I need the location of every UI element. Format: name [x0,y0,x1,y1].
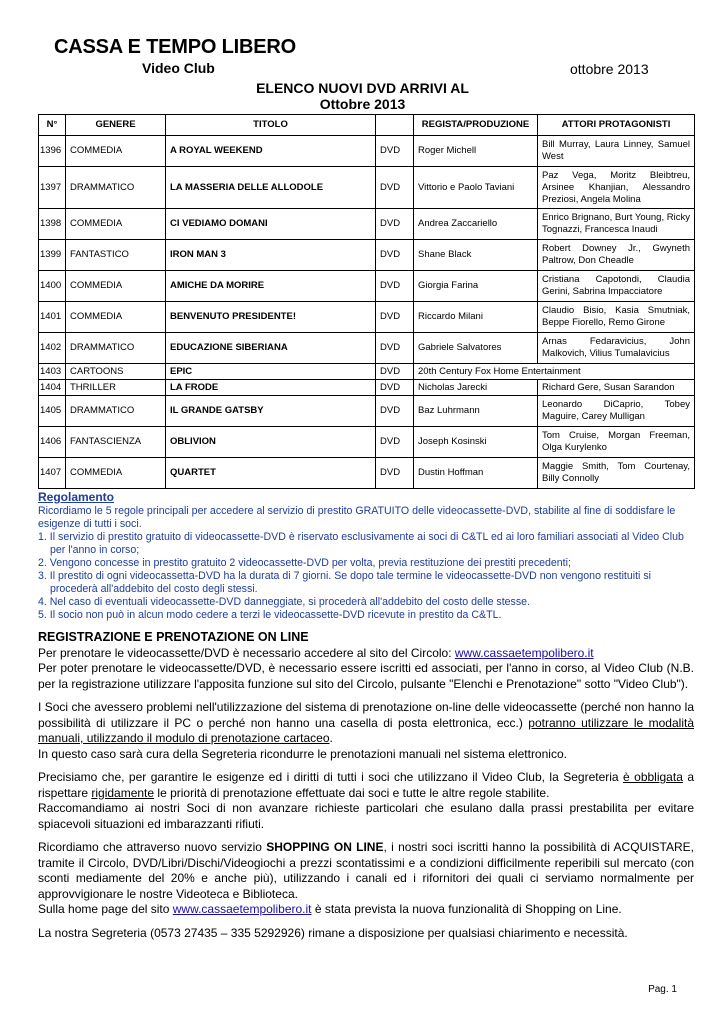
site-link-2[interactable]: www.cassaetempolibero.it [172,902,312,916]
list-title-line2: Ottobre 2013 [319,96,406,112]
cell-title: CI VEDIAMO DOMANI [166,209,376,240]
cell-title: BENVENUTO PRESIDENTE! [166,302,376,333]
registrazione-section [38,630,694,941]
cell-format: DVD [376,380,414,396]
cell-title: EDUCAZIONE SIBERIANA [166,333,376,364]
cell-num: 1397 [39,167,66,209]
cell-num: 1406 [39,427,66,458]
cell-genre: FANTASCIENZA [66,427,166,458]
cell-actors: Robert Downey Jr., Gwyneth Paltrow, Don Cheadle [538,240,695,271]
cell-num: 1407 [39,458,66,489]
cell-title: AMICHE DA MORIRE [166,271,376,302]
rule-item: 2. Vengono concesse in prestito gratuito 2 videocassette-DVD per volta, previa restituzione dei prestiti precedenti; [38,557,571,569]
table-row [39,271,695,302]
cell-format: DVD [376,271,414,302]
cell-director: Riccardo Milani [414,302,538,333]
cell-director: Gabriele Salvatores [414,333,538,364]
cell-title: EPIC [166,364,376,380]
list-title [0,80,725,112]
cell-actors: Richard Gere, Susan Sarandon [538,380,695,396]
cell-genre: DRAMMATICO [66,396,166,427]
cell-actors: Paz Vega, Moritz Bleibtreu, Arsinee Khanjian, Alessandro Preziosi, Angela Molina [538,167,695,209]
shopping-online-label: SHOPPING ON LINE [266,840,384,854]
p7-a: Ricordiamo che attraverso nuovo servizio [38,840,267,854]
paragraph: In questo caso sarà cura della Segreteria ricondurre le prenotazioni manuali nel sistema elettronico. [38,746,567,761]
cell-title: OBLIVION [166,427,376,458]
cell-format: DVD [376,427,414,458]
cell-actors: Leonardo DiCaprio, Tobey Maguire, Carey Mulligan [538,396,695,427]
p3-underlined: potranno utilizzare le modalità manuali, utilizzando il modulo di prenotazione cartaceo [38,715,694,745]
cell-genre: DRAMMATICO [66,333,166,364]
p8-a: Sulla home page del sito [38,902,173,916]
p3-end: . [329,731,333,745]
cell-title: IL GRANDE GATSBY [166,396,376,427]
cell-director: Shane Black [414,240,538,271]
cell-num: 1398 [39,209,66,240]
cell-format: DVD [376,396,414,427]
cell-title: IRON MAN 3 [166,240,376,271]
cell-title: QUARTET [166,458,376,489]
regolamento-heading: Regolamento [38,490,115,504]
p5-b: a rispettare [38,770,694,800]
cell-num: 1405 [39,396,66,427]
cell-genre: THRILLER [66,380,166,396]
registrazione-heading: REGISTRAZIONE E PRENOTAZIONE ON LINE [38,630,309,644]
p5-c: le priorità di prenotazione effettuate dai soci e tutte le altre regole stabilite. [154,785,550,800]
cell-genre: COMMEDIA [66,271,166,302]
table-row [39,136,695,167]
cell-actors: Claudio Bisio, Kasia Smutniak, Beppe Fiorello, Remo Girone [538,302,695,333]
table-row [39,380,695,396]
paragraph [38,902,694,918]
rule-item: 1. Il servizio di prestito gratuito di videocassette-DVD è riservato esclusivamente ai soci di C&TL ed ai loro familiari associati al Video Club per l'anno in corso; [38,531,684,556]
cell-director: Dustin Hoffman [414,458,538,489]
col-header-title: TITOLO [166,115,376,136]
cell-actors: Arnas Fedaravicius, John Malkovich, Vilius Tumalavicius [538,333,695,364]
cell-actors: Cristiana Capotondi, Claudia Gerini, Sabrina Impacciatore [538,271,695,302]
paragraph [38,700,694,747]
cell-format: DVD [376,167,414,209]
table-row [39,209,695,240]
cell-format: DVD [376,364,414,380]
cell-num: 1399 [39,240,66,271]
rule-item: 3. Il prestito di ogni videocassetta-DVD ha la durata di 7 giorni. Se dopo tale termine le videocassette-DVD non vengono restituiti si procederà all'addebito del costo degli stessi. [38,570,652,595]
cell-title: LA MASSERIA DELLE ALLODOLE [166,167,376,209]
p5-underline-2: rigidamente [91,785,155,800]
col-header-director: REGISTA/PRODUZIONE [414,115,538,136]
table-row [39,333,695,364]
col-header-actors: ATTORI PROTAGONISTI [538,115,695,136]
rule-item: 5. Il socio non può in alcun modo cedere a terzi le videocassette-DVD ricevute in prestito da C&TL. [38,609,502,621]
p5-a: Precisiamo che, per garantire le esigenze ed i diritti di tutti i soci che utilizzano il Video Club, la Segreteria [38,770,624,784]
p1-text: Per prenotare le videocassette/DVD è necessario accedere al sito del Circolo: [38,645,455,660]
regolamento-intro: Ricordiamo le 5 regole principali per accedere al servizio di prestito GRATUITO delle videocassette-DVD, stabilite al fine di soddisfare le esigenze di tutti i soci. [38,505,676,530]
paragraph [38,770,694,801]
page-date: ottobre 2013 [570,61,649,77]
cell-genre: COMMEDIA [66,458,166,489]
cell-director: Joseph Kosinski [414,427,538,458]
cell-genre: COMMEDIA [66,136,166,167]
table-row [39,240,695,271]
paragraph [38,646,694,662]
table-row [39,364,695,380]
cell-format: DVD [376,333,414,364]
cell-num: 1402 [39,333,66,364]
cell-genre: DRAMMATICO [66,167,166,209]
cell-format: DVD [376,458,414,489]
p7-b: , i nostri soci iscritti hanno la possibilità di ACQUISTARE, tramite il Circolo, DVD/Libri/Dischi/Videogiochi a prezzi scontatissimi e a condizioni difficilmente reperibili sul mercato (con sconti mediamente del 20% e anche più), utilizzando i canali ed i rifornitori dei quali ci serviamo normalmente per approvvigionare le nostre Videoteca e Biblioteca. [38,840,694,901]
cell-num: 1403 [39,364,66,380]
col-header-num: N° [39,115,66,136]
paragraph: La nostra Segreteria (0573 27435 – 335 5292926) rimane a disposizione per qualsiasi chiarimento e necessità. [38,925,628,940]
col-header-format [376,115,414,136]
cell-director: 20th Century Fox Home Entertainment [414,364,695,380]
cell-director: Andrea Zaccariello [414,209,538,240]
page-title: CASSA E TEMPO LIBERO [54,36,296,58]
cell-actors: Bill Murray, Laura Linney, Samuel West [538,136,695,167]
table-header-row [39,115,695,136]
cell-actors: Maggie Smith, Tom Courtenay, Billy Connolly [538,458,695,489]
p8-b: è stata prevista la nuova funzionalità di Shopping on Line. [311,902,622,916]
cell-format: DVD [376,209,414,240]
paragraph: Per poter prenotare le videocassette/DVD, è necessario essere iscritti ed associati, per l'anno in corso, al Video Club (N.B. per la registrazione utilizzare l'apposita funzione sul sito del Circolo, pulsante "Elenchi e Prenotazione" sotto "Video Club"). [38,661,694,691]
cell-director: Nicholas Jarecki [414,380,538,396]
regolamento-section [38,490,694,622]
cell-genre: COMMEDIA [66,302,166,333]
cell-director: Roger Michell [414,136,538,167]
cell-director: Baz Luhrmann [414,396,538,427]
cell-director: Vittorio e Paolo Taviani [414,167,538,209]
cell-num: 1404 [39,380,66,396]
cell-num: 1400 [39,271,66,302]
rule-item: 4. Nel caso di eventuali videocassette-DVD danneggiate, si procederà all'addebito del costo delle stesse. [38,596,530,608]
cell-genre: COMMEDIA [66,209,166,240]
list-title-line1: ELENCO NUOVI DVD ARRIVI AL [256,80,469,96]
table-row [39,167,695,209]
p5-underline-1: è obbligata [623,770,683,784]
dvd-table [38,114,695,489]
col-header-genre: GENERE [66,115,166,136]
cell-num: 1396 [39,136,66,167]
table-row [39,396,695,427]
cell-format: DVD [376,136,414,167]
page-subtitle: Video Club [142,60,215,76]
table-row [39,427,695,458]
cell-actors: Enrico Brignano, Burt Young, Ricky Tognazzi, Francesca Inaudi [538,209,695,240]
cell-title: A ROYAL WEEKEND [166,136,376,167]
cell-format: DVD [376,302,414,333]
cell-num: 1401 [39,302,66,333]
page-number: Pag. 1 [648,984,677,995]
cell-genre: CARTOONS [66,364,166,380]
cell-title: LA FRODE [166,380,376,396]
cell-format: DVD [376,240,414,271]
table-row [39,302,695,333]
table-row [39,458,695,489]
p3-text: I Soci che avessero problemi nell'utilizzazione del sistema di prenotazione on-line delle videocassette (perché non hanno la possibilità di utilizzare il PC o perché non hanno una casella di posta elettronica, ecc.) [38,700,694,730]
cell-director: Giorgia Farina [414,271,538,302]
paragraph [38,840,694,902]
paragraph: Raccomandiamo ai nostri Soci di non avanzare richieste particolari che esulano dalla prassi prestabilita per evitare spiacevoli situazioni ed imbarazzanti rifiuti. [38,801,694,831]
cell-actors: Tom Cruise, Morgan Freeman, Olga Kurylenko [538,427,695,458]
cell-genre: FANTASTICO [66,240,166,271]
site-link[interactable]: www.cassaetempolibero.it [454,645,594,660]
